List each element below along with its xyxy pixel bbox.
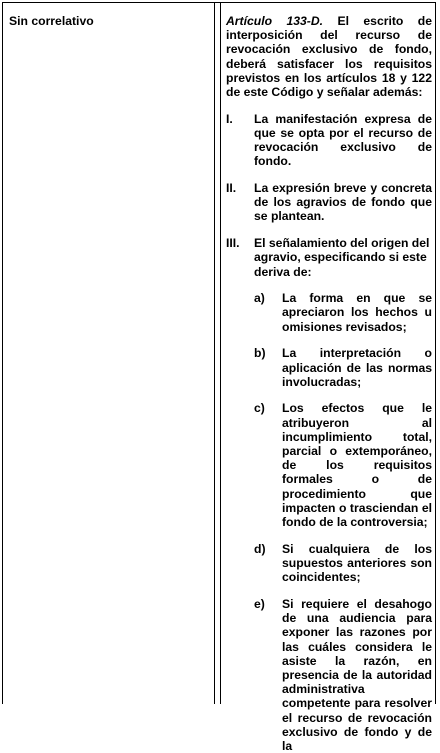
list-item <box>226 112 432 169</box>
article-body: El escrito de interposición del recurso de revocación exclusivo de fondo, deberá satisfacer los requisitos previstos en los artículos 18 y 122 de este Código y señalar además: <box>226 14 432 100</box>
sub-list-item <box>254 401 432 529</box>
table-left-border <box>2 2 3 704</box>
subitem-text: La forma en que se apreciaron los hechos u omisiones revisados; <box>282 291 432 334</box>
sub-list-item <box>254 542 432 585</box>
sub-list-item <box>254 291 432 334</box>
sub-list-item <box>254 346 432 389</box>
item-text: El señalamiento del origen del agravio, especificando si este deriva de: <box>254 236 430 279</box>
item-text: La manifestación expresa de que se opta por el recurso de revocación exclusivo de fondo. <box>254 111 432 169</box>
item-marker: II. <box>226 181 237 196</box>
subitem-marker: b) <box>254 346 266 361</box>
subitem-text: Los efectos que le atribuyeron al incumplimiento total, parcial o extemporáneo, de los requisitos formales o de procedimiento que impacten o trasciendan el fondo de la controversia; <box>282 401 432 530</box>
sub-list-item <box>254 597 432 753</box>
subitem-text: Si cualquiera de los supuestos anteriores son coincidentes; <box>282 541 432 585</box>
table-top-border <box>2 2 436 3</box>
item-marker: I. <box>226 111 233 126</box>
subitem-text: Si requiere el desahogo de una audiencia para exponer las razones por las cuáles considera le asiste la razón, en presencia de la autoridad administrativa competente para resolver el recurso de revocación exclusivo de fondo y de la <box>282 596 432 753</box>
list-item <box>226 236 432 279</box>
table-column-divider-left <box>214 2 215 704</box>
table-column-divider-right <box>220 2 221 704</box>
list-item <box>226 181 432 224</box>
left-cell <box>9 14 94 28</box>
article-label: Artículo 133-D. <box>226 14 324 28</box>
subitem-text: La interpretación o aplicación de las normas involucradas; <box>282 346 432 389</box>
left-cell-text: Sin correlativo <box>9 14 94 28</box>
article-intro <box>226 14 432 99</box>
item-marker: III. <box>226 236 240 251</box>
subitem-marker: c) <box>254 401 265 416</box>
subitem-marker: d) <box>254 541 266 556</box>
table-right-border <box>435 2 436 704</box>
subitem-marker: a) <box>254 291 265 306</box>
item-text: La expresión breve y concreta de los agravios de fondo que se plantean. <box>254 181 432 224</box>
subitem-marker: e) <box>254 596 265 611</box>
right-cell <box>226 14 432 753</box>
